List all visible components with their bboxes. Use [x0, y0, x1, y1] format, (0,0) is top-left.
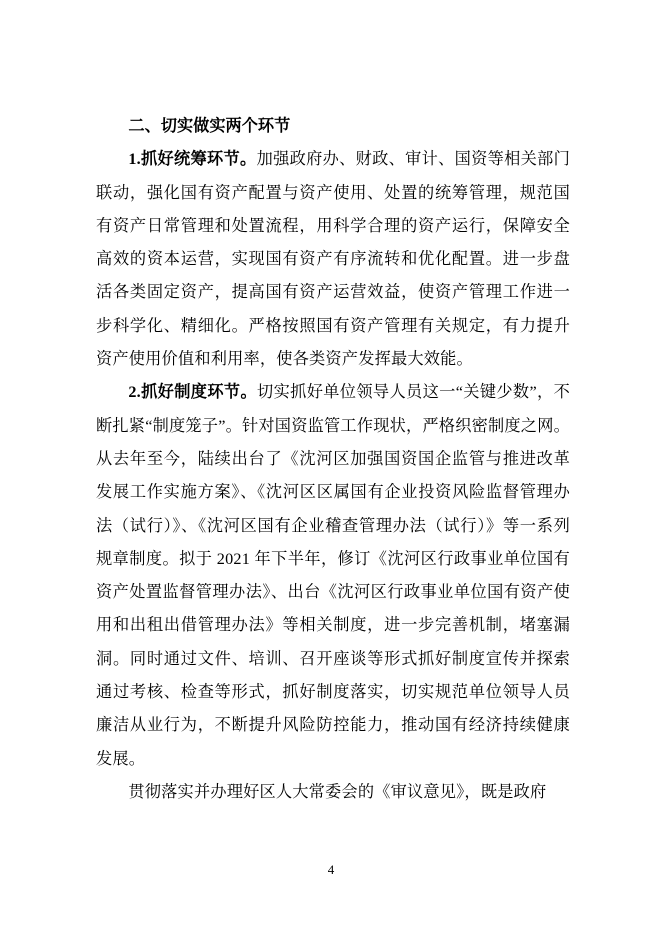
- paragraph-3-text: 贯彻落实并办理好区人大常委会的《审议意见》，既是政府: [128, 782, 547, 801]
- page-number: 4: [327, 862, 335, 877]
- paragraph-2: [96, 376, 570, 776]
- section-heading: 二、切实做实两个环节: [128, 117, 291, 135]
- paragraph-1-lead: 1.抓好统筹环节。: [128, 150, 257, 169]
- paragraph-1-text: 加强政府办、财政、审计、国资等相关部门联动，强化国有资产配置与资产使用、处置的统筹管理，规范国有资产日常管理和处置流程，用科学合理的资产运行，保障安全高效的资本运营，实现国有资产有序流转和优化配置。进一步盘活各类固定资产，提高国有资产运营效益，使资产管理工作进一步科学化、精细化。严格按照国有资产管理有关规定，有力提升资产使用价值和利用率，使各类资产发挥最大效能。: [96, 150, 570, 369]
- paragraph-2-text: 切实抓好单位领导人员这一“关键少数”，不断扎紧“制度笼子”。针对国资监管工作现状，严格织密制度之网。从去年至今，陆续出台了《沈河区加强国资国企监管与推进改革发展工作实施方案》、《沈河区区属国有企业投资风险监督管理办法（试行）》、《沈河区国有企业稽查管理办法（试行）》等一系列规章制度。拟于 2021 年下半年，修订《沈河区行政事业单位国有资产处置监督管理办法》、出台《沈河区行政事业单位国有资产使用和出租出借管理办法》等相关制度，进一步完善机制，堵塞漏洞。同时通过文件、培训、召开座谈等形式抓好制度宣传并探索通过考核、检查等形式，抓好制度落实，切实规范单位领导人员廉洁从业行为，不断提升风险防控能力，推动国有经济持续健康发展。: [96, 383, 570, 768]
- page-body: [96, 110, 570, 809]
- paragraph-3: [96, 776, 570, 809]
- paragraph-2-lead: 2.抓好制度环节。: [128, 383, 258, 402]
- paragraph-1: [96, 143, 570, 376]
